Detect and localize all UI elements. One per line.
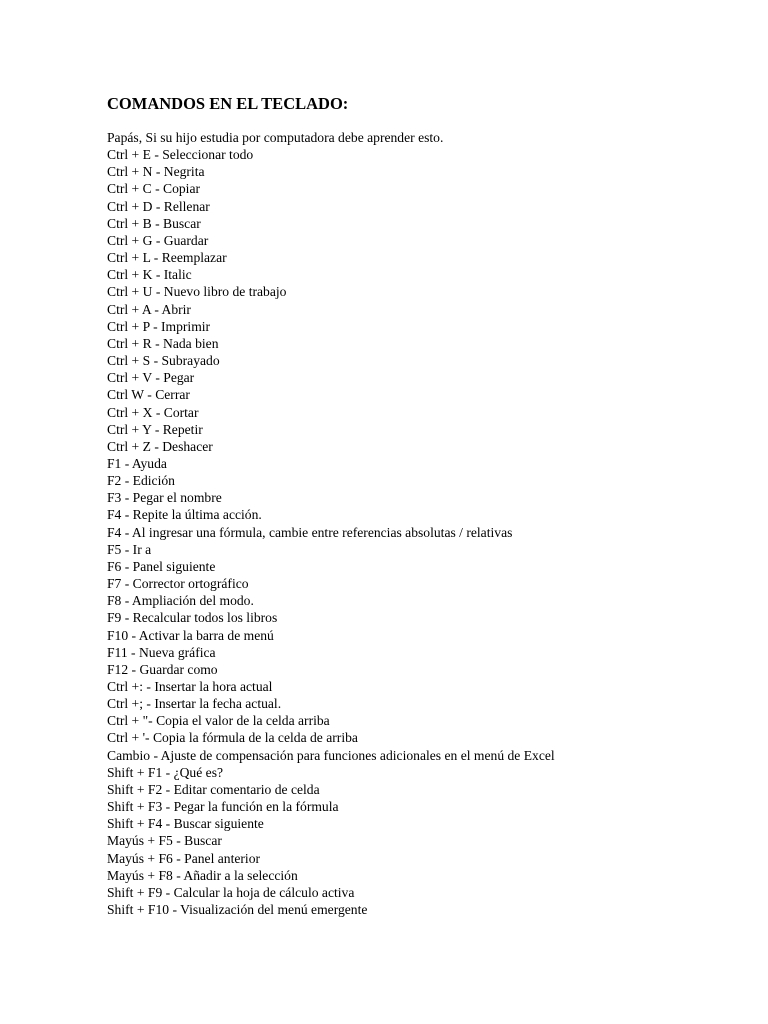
shortcut-line: Ctrl + L - Reemplazar	[107, 250, 227, 266]
shortcut-line: Ctrl + U - Nuevo libro de trabajo	[107, 284, 287, 300]
shortcut-list	[107, 146, 747, 918]
shortcut-line: Ctrl + V - Pegar	[107, 370, 195, 386]
shortcut-line: Ctrl +; - Insertar la fecha actual.	[107, 696, 282, 712]
shortcut-line: F6 - Panel siguiente	[107, 558, 216, 574]
shortcut-line: Ctrl + B - Buscar	[107, 215, 201, 231]
shortcut-line: Ctrl + P - Imprimir	[107, 318, 211, 334]
shortcut-line: F12 - Guardar como	[107, 661, 218, 677]
shortcut-line: Ctrl + Y - Repetir	[107, 421, 203, 437]
shortcut-line: Mayús + F6 - Panel anterior	[107, 850, 261, 866]
shortcut-line: Shift + F4 - Buscar siguiente	[107, 816, 264, 832]
shortcut-line: Ctrl + '- Copia la fórmula de la celda de arriba	[107, 730, 358, 746]
shortcut-line: Ctrl + K - Italic	[107, 267, 192, 283]
shortcut-line: Ctrl + E - Seleccionar todo	[107, 147, 254, 163]
shortcut-line: F3 - Pegar el nombre	[107, 490, 222, 506]
shortcut-line: F7 - Corrector ortográfico	[107, 576, 249, 592]
shortcut-line: F4 - Al ingresar una fórmula, cambie entre referencias absolutas / relativas	[107, 524, 513, 540]
shortcut-line: Ctrl + Z - Deshacer	[107, 438, 213, 454]
shortcut-line: Ctrl + "- Copia el valor de la celda arriba	[107, 713, 330, 729]
document-title: COMANDOS EN EL TECLADO:	[107, 94, 349, 113]
shortcut-line: Mayús + F8 - Añadir a la selección	[107, 867, 298, 883]
shortcut-line: Ctrl + D - Rellenar	[107, 198, 210, 214]
shortcut-line: Shift + F2 - Editar comentario de celda	[107, 781, 320, 797]
shortcut-line: F11 - Nueva gráfica	[107, 644, 216, 660]
shortcut-line: Ctrl + A - Abrir	[107, 301, 191, 317]
shortcut-line: Ctrl + S - Subrayado	[107, 353, 220, 369]
shortcut-line: Mayús + F5 - Buscar	[107, 833, 222, 849]
shortcut-line: Ctrl + X - Cortar	[107, 404, 199, 420]
shortcut-line: Ctrl + R - Nada bien	[107, 335, 219, 351]
shortcut-line: F9 - Recalcular todos los libros	[107, 610, 278, 626]
shortcut-line: F2 - Edición	[107, 473, 175, 489]
shortcut-line: F4 - Repite la última acción.	[107, 507, 262, 523]
intro-line: Papás, Si su hijo estudia por computadora debe aprender esto.	[107, 130, 444, 145]
shortcut-line: Ctrl +: - Insertar la hora actual	[107, 679, 273, 694]
shortcut-line: F1 - Ayuda	[107, 455, 167, 471]
shortcut-line: F10 - Activar la barra de menú	[107, 627, 274, 643]
shortcut-line: F5 - Ir a	[107, 541, 152, 557]
document-body	[107, 93, 747, 918]
shortcut-line: F8 - Ampliación del modo.	[107, 593, 254, 609]
shortcut-line: Shift + F1 - ¿Qué es?	[107, 764, 224, 780]
shortcut-line: Ctrl + G - Guardar	[107, 232, 209, 248]
shortcut-line: Shift + F3 - Pegar la función en la fórmula	[107, 799, 339, 815]
shortcut-line: Ctrl + N - Negrita	[107, 164, 205, 180]
shortcut-line: Ctrl + C - Copiar	[107, 181, 200, 197]
shortcut-line: Cambio - Ajuste de compensación para funciones adicionales en el menú de Excel	[107, 747, 555, 763]
shortcut-line: Shift + F9 - Calcular la hoja de cálculo activa	[107, 884, 355, 900]
shortcut-line: Shift + F10 - Visualización del menú emergente	[107, 902, 368, 918]
shortcut-line: Ctrl W - Cerrar	[107, 387, 190, 403]
